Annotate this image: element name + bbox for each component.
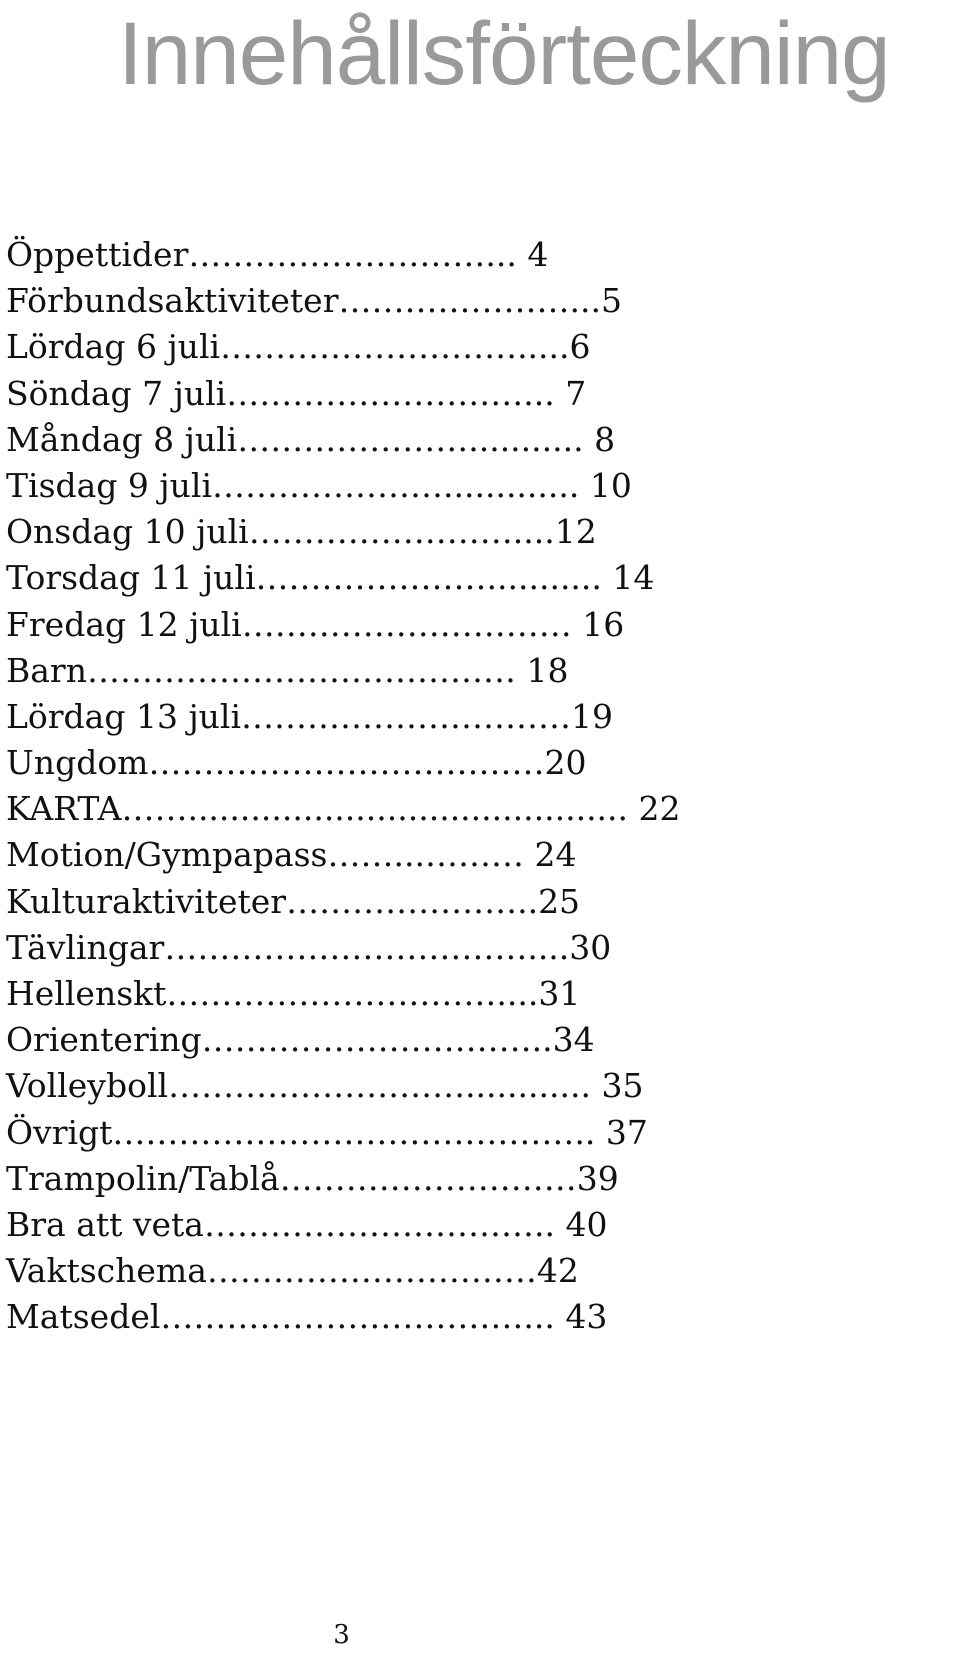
toc-entry bbox=[6, 1294, 681, 1340]
toc-entry-page: 7 bbox=[554, 373, 587, 413]
toc-entry-label: Lördag 13 juli bbox=[6, 696, 242, 736]
toc-entry-page: 40 bbox=[554, 1204, 608, 1244]
toc-entry-page: 22 bbox=[628, 789, 681, 829]
toc-entry bbox=[6, 1202, 681, 1248]
toc-entry bbox=[6, 417, 681, 463]
toc-entry-leader: ……………………… bbox=[279, 1158, 577, 1198]
toc-entry-label: Övrigt bbox=[6, 1112, 113, 1152]
toc-entry-page: 42 bbox=[536, 1251, 579, 1291]
toc-entry bbox=[6, 278, 681, 324]
toc-entry-page: 19 bbox=[571, 696, 614, 736]
toc-entry-label: Matsedel bbox=[6, 1297, 161, 1337]
toc-entry bbox=[6, 648, 681, 694]
toc-entry-label: Kulturaktiviteter bbox=[6, 881, 287, 921]
toc-entry-leader: ……………………………... bbox=[160, 1297, 555, 1337]
toc-entry-label: Onsdag 10 juli bbox=[6, 512, 249, 552]
toc-entry bbox=[6, 371, 681, 417]
toc-entry-page: 5 bbox=[600, 281, 622, 321]
toc-entry-label: Hellenskt bbox=[6, 974, 167, 1013]
toc-entry-leader: …………………... bbox=[338, 281, 601, 321]
toc-entry-label: Förbundsaktiviteter bbox=[6, 281, 339, 321]
toc-entry bbox=[6, 555, 681, 601]
toc-entry-page: 34 bbox=[552, 1020, 595, 1060]
toc-entry-page: 43 bbox=[554, 1297, 608, 1337]
table-of-contents bbox=[6, 232, 681, 1341]
toc-entry-label: Orientering bbox=[6, 1020, 202, 1060]
toc-entry-label: Trampolin/Tablå bbox=[6, 1158, 280, 1198]
toc-entry bbox=[6, 463, 681, 509]
toc-entry-leader: ………………………….. bbox=[203, 1204, 555, 1244]
toc-entry-leader: …………………………….... bbox=[164, 927, 570, 967]
toc-entry-label: Motion/Gympapass bbox=[6, 835, 328, 875]
toc-entry-label: Bra att veta bbox=[6, 1204, 204, 1244]
toc-entry-page: 24 bbox=[523, 835, 577, 875]
toc-entry-page: 6 bbox=[569, 327, 591, 367]
toc-entry-leader: …………………….... bbox=[248, 512, 555, 552]
toc-entry-leader: ………………………..... bbox=[220, 327, 570, 367]
toc-entry-label: Tisdag 9 juli bbox=[6, 465, 212, 505]
toc-entry-label: Lördag 6 juli bbox=[6, 327, 221, 367]
toc-entry bbox=[6, 1156, 681, 1202]
toc-entry bbox=[6, 1017, 681, 1063]
toc-entry-leader: ………………………………… bbox=[86, 650, 516, 690]
toc-entry bbox=[6, 602, 681, 648]
toc-entry bbox=[6, 832, 681, 878]
toc-entry-leader: …………………............. bbox=[212, 465, 580, 505]
toc-entry bbox=[6, 1110, 681, 1156]
toc-entry-page: 12 bbox=[554, 512, 597, 552]
toc-entry bbox=[6, 879, 681, 925]
toc-entry-page: 20 bbox=[544, 743, 587, 783]
toc-entry-page: 10 bbox=[579, 465, 632, 505]
toc-entry-label: Torsdag 11 juli bbox=[6, 558, 256, 598]
toc-entry-label: Söndag 7 juli bbox=[6, 373, 227, 413]
toc-entry-leader: ……………………………… bbox=[148, 743, 545, 783]
toc-entry bbox=[6, 1063, 681, 1109]
toc-entry-page: 37 bbox=[595, 1112, 648, 1152]
toc-entry-label: Måndag 8 juli bbox=[6, 419, 238, 459]
toc-entry-leader: ………………………… bbox=[241, 604, 572, 644]
toc-entry-page: 14 bbox=[601, 558, 655, 598]
toc-entry-label: Fredag 12 juli bbox=[6, 604, 242, 644]
toc-entry-leader: ………………………… bbox=[241, 696, 572, 736]
toc-entry-leader: …………………........... bbox=[255, 558, 602, 598]
toc-entry-label: Barn bbox=[6, 650, 87, 690]
toc-entry bbox=[6, 971, 681, 1017]
toc-entry-leader: …………………........... bbox=[237, 419, 584, 459]
toc-entry bbox=[6, 1248, 681, 1294]
toc-entry-label: Volleyboll bbox=[6, 1066, 169, 1106]
page-number: 3 bbox=[333, 1620, 350, 1650]
toc-entry bbox=[6, 509, 681, 555]
toc-entry-label: Vaktschema bbox=[6, 1251, 207, 1291]
toc-entry-leader: …………………………………….. bbox=[112, 1112, 596, 1152]
toc-entry-label: KARTA bbox=[6, 789, 122, 829]
toc-entry bbox=[6, 740, 681, 786]
toc-entry-leader: ………………………... bbox=[188, 235, 517, 274]
toc-entry-page: 25 bbox=[538, 881, 581, 921]
toc-entry-leader: …….......................................... bbox=[121, 789, 629, 829]
toc-entry-leader: ………………………….... bbox=[166, 974, 539, 1013]
toc-entry-leader: ………………….. bbox=[286, 881, 539, 921]
toc-entry-label: Ungdom bbox=[6, 743, 149, 783]
toc-entry bbox=[6, 786, 681, 832]
toc-entry-page: 18 bbox=[515, 650, 569, 690]
toc-entry-page: 31 bbox=[538, 974, 581, 1013]
toc-entry-leader: ………………………... bbox=[226, 373, 555, 413]
toc-entry bbox=[6, 324, 681, 370]
toc-entry-page: 4 bbox=[516, 235, 549, 274]
toc-entry-page: 8 bbox=[583, 419, 616, 459]
toc-entry-page: 35 bbox=[590, 1066, 644, 1106]
toc-entry-page: 16 bbox=[571, 604, 625, 644]
toc-entry-leader: ………………………….. bbox=[201, 1020, 553, 1060]
toc-entry-leader: ………………………… bbox=[206, 1251, 537, 1291]
toc-entry-leader: ……...……… bbox=[327, 835, 524, 875]
toc-entry-label: Öppettider bbox=[6, 235, 189, 274]
toc-entry-page: 30 bbox=[569, 927, 612, 967]
toc-entry bbox=[6, 232, 681, 278]
page-title: Innehållsförteckning bbox=[118, 3, 890, 103]
toc-entry bbox=[6, 694, 681, 740]
toc-entry bbox=[6, 925, 681, 971]
toc-entry-page: 39 bbox=[576, 1158, 619, 1198]
toc-entry-leader: ………………………............ bbox=[168, 1066, 591, 1106]
toc-entry-label: Tävlingar bbox=[6, 927, 165, 967]
